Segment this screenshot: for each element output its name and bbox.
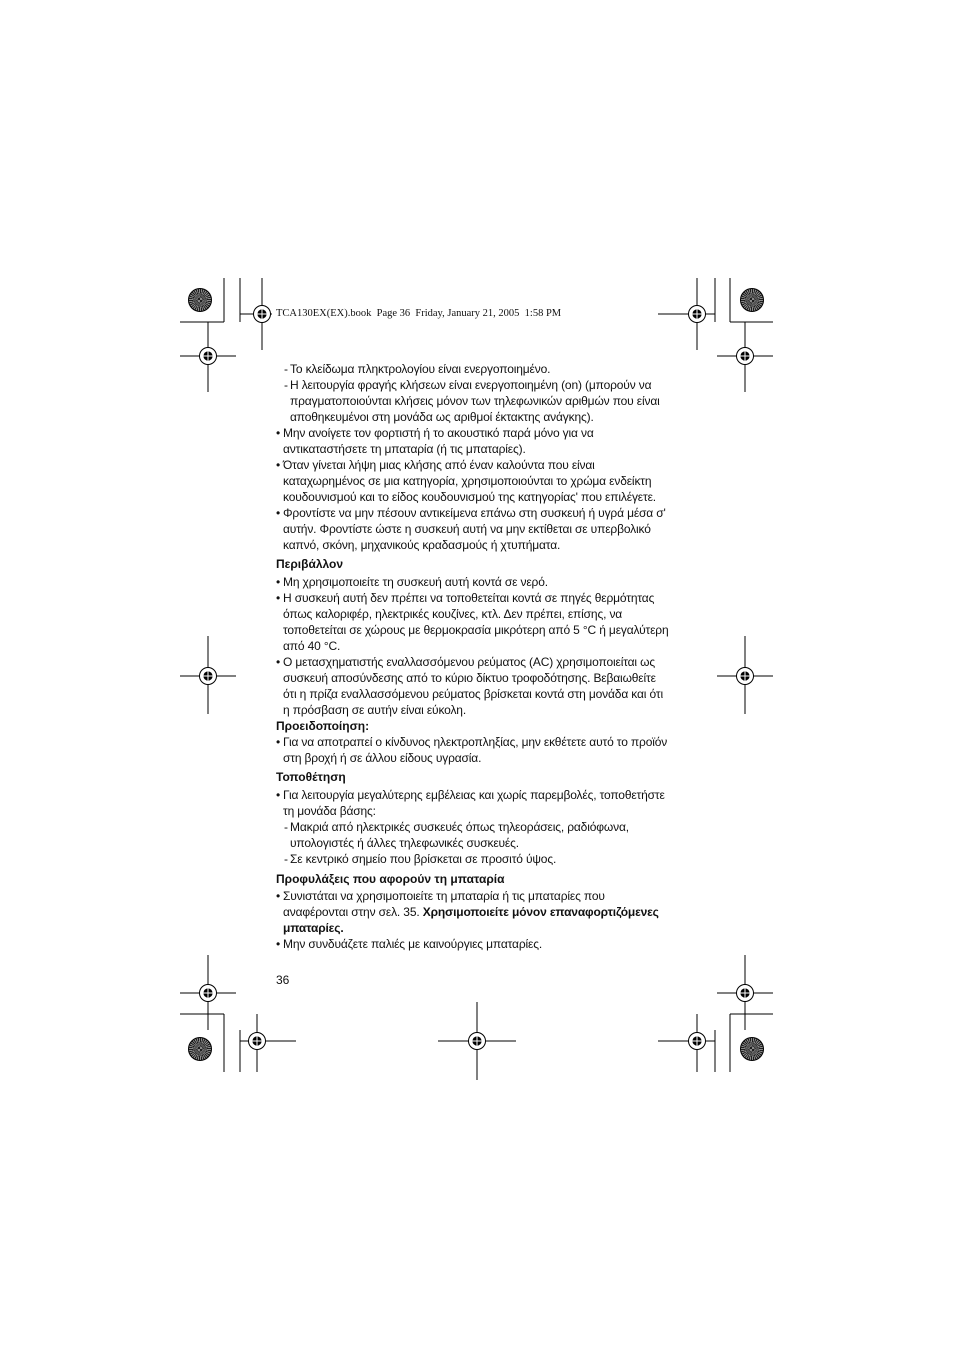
text-line-mixed xyxy=(276,904,716,920)
list-item xyxy=(276,377,716,425)
registration-target-icon xyxy=(737,668,754,685)
text-line-bold xyxy=(276,920,716,936)
text-line: τοποθετείται σε χώρους με θερμοκρασία μικρότερη από 5 °C ή μεγαλύτερη xyxy=(283,623,669,637)
text-line: Για να αποτραπεί ο κίνδυνος ηλεκτροπληξίας, μην εκθέτετε αυτό το προϊόν xyxy=(283,735,668,749)
color-sunburst-icon xyxy=(740,1037,764,1061)
bullet-marker: • xyxy=(276,575,281,589)
text-line: υπολογιστές ή άλλες τηλεφωνικές συσκευές. xyxy=(290,836,519,850)
registration-target-icon xyxy=(249,1033,266,1050)
bullet-marker: • xyxy=(276,591,281,605)
section-environment xyxy=(276,556,716,718)
section-heading: Περιβάλλον xyxy=(276,557,344,571)
dash-marker: - xyxy=(284,820,288,834)
text-line: πραγματοποιούνται κλήσεις μόνον των τηλεφωνικών αριθμών που είναι xyxy=(290,394,660,408)
bullet-marker: • xyxy=(276,426,281,440)
sub-list-item xyxy=(276,819,716,851)
text-line: Η συσκευή αυτή δεν πρέπει να τοποθετείται κοντά σε πηγές θερμότητας xyxy=(283,591,655,605)
text-line: κουδουνισμού και το είδος κουδουνισμού της κατηγορίας' που επιλέγετε. xyxy=(283,490,656,504)
text-line: Η λειτουργία φραγής κλήσεων είναι ενεργοποιημένη (on) (μπορούν να xyxy=(290,378,652,392)
sub-list-item xyxy=(276,851,716,867)
list-item xyxy=(276,787,716,867)
list-item xyxy=(276,574,716,590)
book-slug-header: TCA130EX(EX).book Page 36 Friday, January 21, 2005 1:58 PM xyxy=(276,308,562,319)
list-item xyxy=(276,936,716,952)
text-line: καταχωρημένος σε μια κατηγορία, χρησιμοποιούνται το χρώμα ενδείκτη xyxy=(283,474,652,488)
section-heading: Προφυλάξεις που αφορούν τη μπαταρία xyxy=(276,872,505,886)
text-line: συσκευή αποσύνδεσης από το κύριο δίκτυο τροφοδότησης. Βεβαιωθείτε xyxy=(283,671,656,685)
text-line: η πρόσβαση σε αυτήν είναι εύκολη. xyxy=(283,703,467,717)
text-line: Για λειτουργία μεγαλύτερης εμβέλειας και χωρίς παρεμβολές, τοποθετήστε xyxy=(283,788,665,802)
text-line: αποθηκευμένοι στη μονάδα ως αριθμοί έκτακτης ανάγκης). xyxy=(290,410,594,424)
text-line: Μην ανοίγετε τον φορτιστή ή το ακουστικό παρά μόνο για να xyxy=(283,426,594,440)
list-item xyxy=(276,734,716,766)
text-line: Συνιστάται να χρησιμοποιείτε τη μπαταρία ή τις μπαταρίες που xyxy=(283,889,605,903)
section-warning xyxy=(276,718,716,766)
registration-target-icon xyxy=(469,1033,486,1050)
registration-target-icon xyxy=(689,306,706,323)
text-line: Μακριά από ηλεκτρικές συσκευές όπως τηλεοράσεις, ραδιόφωνα, xyxy=(290,820,629,834)
bold-text-segment: Χρησιμοποιείτε μόνον επαναφορτιζόμενες xyxy=(422,905,659,919)
list-item xyxy=(276,654,716,718)
list-item xyxy=(276,505,716,553)
section-battery-precautions xyxy=(276,871,716,952)
text-line: Φροντίστε να μην πέσουν αντικείμενα επάνω στη συσκευή ή υγρά μέσα σ' xyxy=(283,506,666,520)
text-line: Μην συνδυάζετε παλιές με καινούργιες μπαταρίες. xyxy=(283,937,543,951)
registration-target-icon xyxy=(200,348,217,365)
bold-text-segment: μπαταρίες. xyxy=(283,921,344,935)
text-line: Μη χρησιμοποιείτε τη συσκευή αυτή κοντά σε νερό. xyxy=(283,575,548,589)
bullet-marker: • xyxy=(276,655,281,669)
color-sunburst-icon xyxy=(740,288,764,312)
text-line: καπνό, σκόνη, μηχανικούς κραδασμούς ή χτυπήματα. xyxy=(283,538,561,552)
color-sunburst-icon xyxy=(188,288,212,312)
dash-marker: - xyxy=(284,852,288,866)
list-item xyxy=(276,888,716,936)
bullet-marker: • xyxy=(276,735,281,749)
text-line: Όταν γίνεται λήψη μιας κλήσης από έναν καλούντα που είναι xyxy=(283,458,595,472)
registration-target-icon xyxy=(737,985,754,1002)
dash-marker: - xyxy=(284,362,288,376)
bullet-marker: • xyxy=(276,937,281,951)
list-item xyxy=(276,457,716,505)
color-sunburst-icon xyxy=(188,1037,212,1061)
text-segment: αναφέρονται στην σελ. 35. xyxy=(283,905,423,919)
registration-target-icon xyxy=(254,306,271,323)
text-line: Σε κεντρικό σημείο που βρίσκεται σε προσιτό ύψος. xyxy=(290,852,557,866)
section-continued xyxy=(276,361,716,553)
dash-marker: - xyxy=(284,378,288,392)
section-placement xyxy=(276,769,716,867)
list-item xyxy=(276,590,716,654)
bullet-marker: • xyxy=(276,506,281,520)
registration-target-icon xyxy=(689,1033,706,1050)
list-item xyxy=(276,361,716,377)
text-line: τη μονάδα βάσης: xyxy=(283,804,376,818)
text-line: αυτήν. Φροντίστε ώστε η συσκευή αυτή να μην εκτίθεται σε υπερβολικό xyxy=(283,522,651,536)
text-line: όπως καλοριφέρ, ηλεκτρικές κουζίνες, κτλ. Δεν πρέπει, επίσης, να xyxy=(283,607,623,621)
bullet-marker: • xyxy=(276,458,281,472)
bullet-marker: • xyxy=(276,889,281,903)
registration-target-icon xyxy=(200,668,217,685)
text-line: ότι η πρίζα εναλλασσόμενου ρεύματος βρίσκεται κοντά στη μονάδα και ότι xyxy=(283,687,663,701)
text-line: Το κλείδωμα πληκτρολογίου είναι ενεργοποιημένο. xyxy=(290,362,551,376)
text-line: στη βροχή ή σε άλλου είδους υγρασία. xyxy=(283,751,482,765)
section-heading: Τοποθέτηση xyxy=(276,770,346,784)
section-heading: Προειδοποίηση: xyxy=(276,719,370,733)
bullet-marker: • xyxy=(276,788,281,802)
page-number: 36 xyxy=(276,973,290,987)
page-body xyxy=(276,361,716,952)
registration-target-icon xyxy=(200,985,217,1002)
text-line: αντικαταστήσετε τη μπαταρία (ή τις μπαταρίες). xyxy=(283,442,526,456)
registration-target-icon xyxy=(737,348,754,365)
text-line: από 40 °C. xyxy=(283,639,341,653)
text-line: Ο μετασχηματιστής εναλλασσόμενου ρεύματος (AC) χρησιμοποιείται ως xyxy=(283,655,655,669)
list-item xyxy=(276,425,716,457)
